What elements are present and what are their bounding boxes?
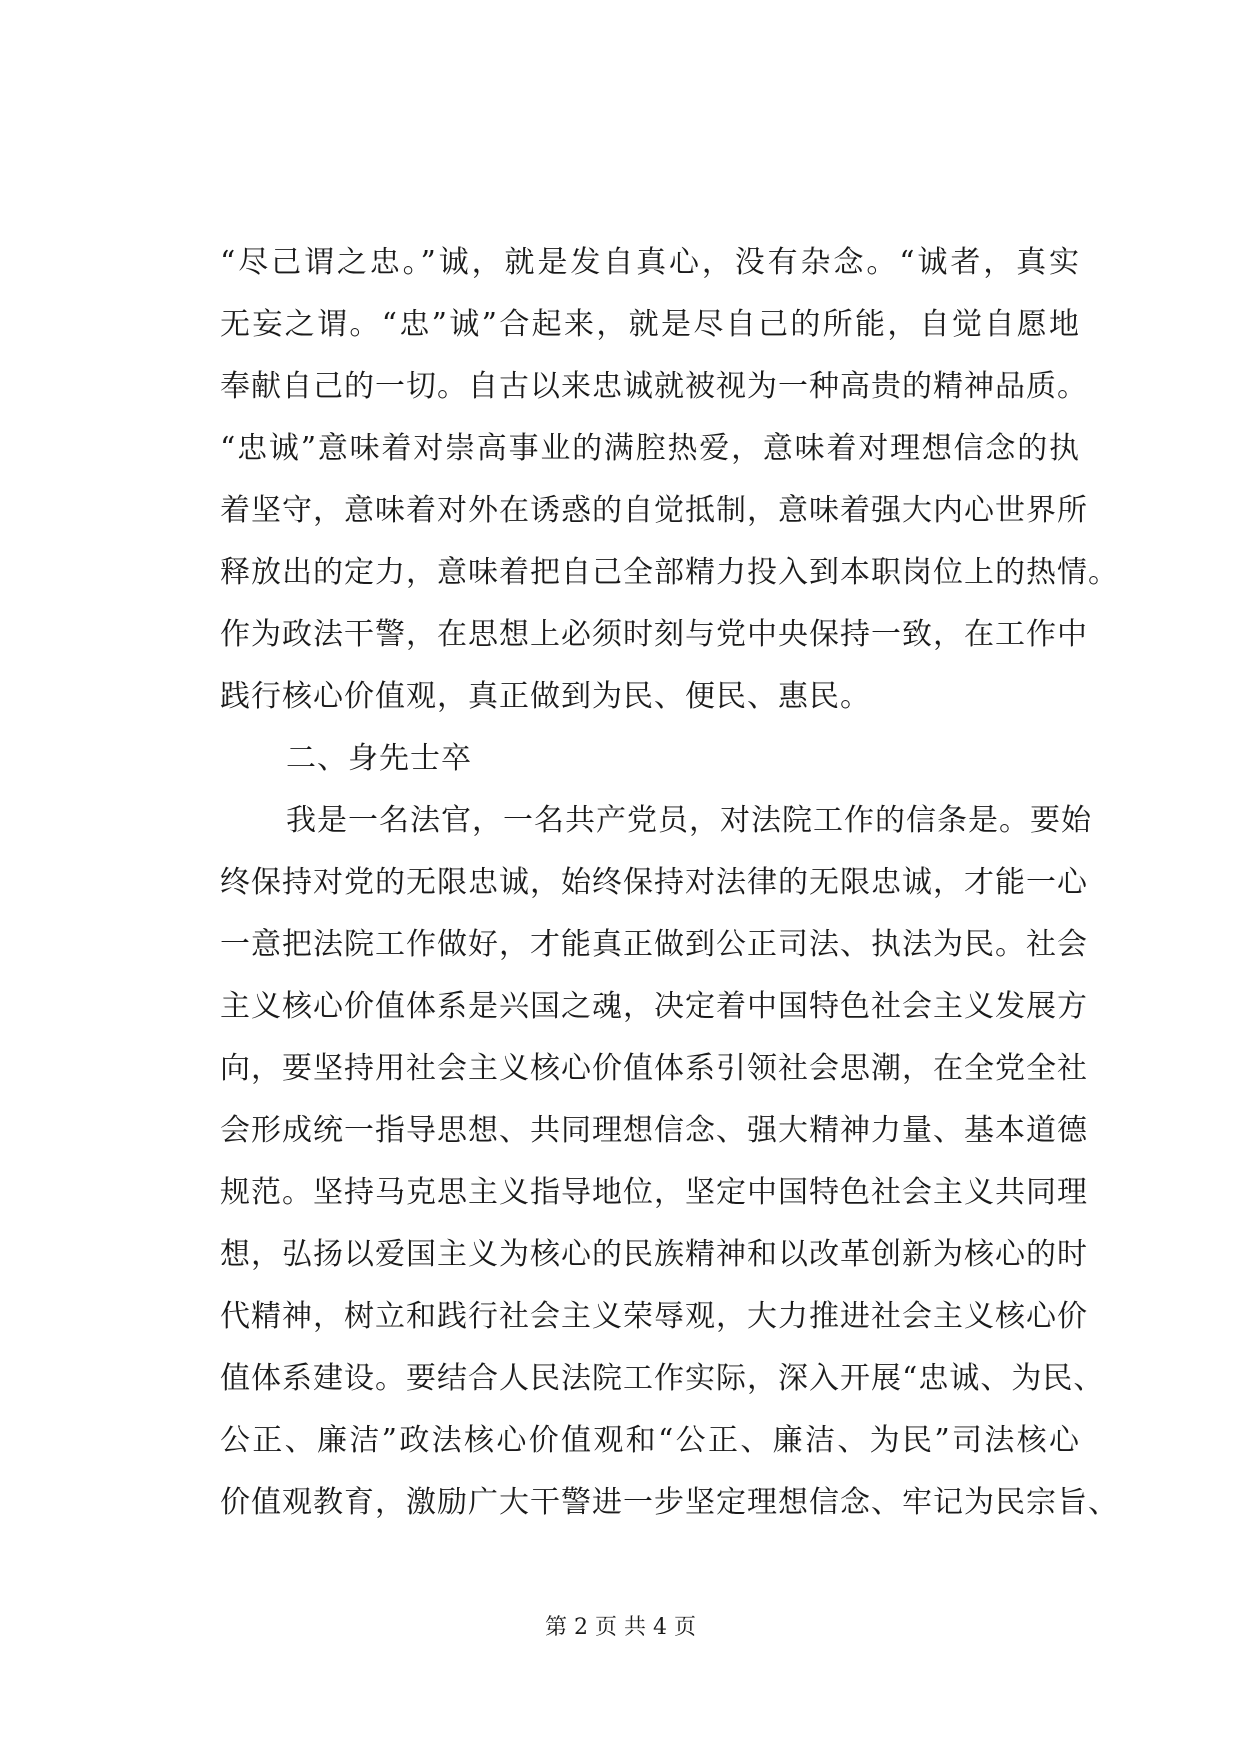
text-line: 作为政法干警，在思想上必须时刻与党中央保持一致，在工作中 — [220, 617, 1088, 652]
text-line: 终保持对党的无限忠诚，始终保持对法律的无限忠诚，才能一心 — [220, 865, 1088, 900]
text-line: 价值观教育，激励广大干警进一步坚定理想信念、牢记为民宗旨、 — [220, 1485, 1119, 1520]
text-line: 释放出的定力，意味着把自己全部精力投入到本职岗位上的热情。 — [220, 555, 1119, 590]
text-line: 着坚守，意味着对外在诱惑的自觉抵制，意味着强大内心世界所 — [220, 493, 1088, 528]
text-line: 想，弘扬以爱国主义为核心的民族精神和以改革创新为核心的时 — [220, 1237, 1088, 1272]
text-line: 规范。坚持马克思主义指导地位，坚定中国特色社会主义共同理 — [220, 1175, 1088, 1210]
text-line: 会形成统一指导思想、共同理想信念、强大精神力量、基本道德 — [220, 1113, 1088, 1148]
text-line: 代精神，树立和践行社会主义荣辱观，大力推进社会主义核心价 — [220, 1299, 1088, 1334]
body-text — [220, 232, 1119, 1534]
text-line: 公正、廉洁”政法核心价值观和“公正、廉洁、为民”司法核心 — [220, 1423, 1080, 1458]
text-line: 值体系建设。要结合人民法院工作实际，深入开展“忠诚、为民、 — [220, 1361, 1105, 1396]
page-footer — [0, 1613, 1241, 1643]
text-line: 践行核心价值观，真正做到为民、便民、惠民。 — [220, 679, 871, 714]
text-line: 奉献自己的一切。自古以来忠诚就被视为一种高贵的精神品质。 — [220, 369, 1088, 404]
text-line: 向，要坚持用社会主义核心价值体系引领社会思潮，在全党全社 — [220, 1051, 1088, 1086]
page-number: 第 2 页 共 4 页 — [545, 1615, 696, 1640]
text-line: “尽己谓之忠。”诚，就是发自真心，没有杂念。“诚者，真实 — [220, 245, 1080, 280]
text-line: 一意把法院工作做好，才能真正做到公正司法、执法为民。社会 — [220, 927, 1088, 962]
text-line: 我是一名法官，一名共产党员，对法院工作的信条是。要始 — [286, 803, 1092, 838]
text-line: “忠诚”意味着对崇高事业的满腔热爱，意味着对理想信念的执 — [220, 431, 1080, 466]
section-heading: 二、身先士卒 — [286, 741, 472, 776]
text-line: 主义核心价值体系是兴国之魂，决定着中国特色社会主义发展方 — [220, 989, 1088, 1024]
text-line: 无妄之谓。“忠”诚”合起来，就是尽自己的所能，自觉自愿地 — [220, 307, 1080, 342]
